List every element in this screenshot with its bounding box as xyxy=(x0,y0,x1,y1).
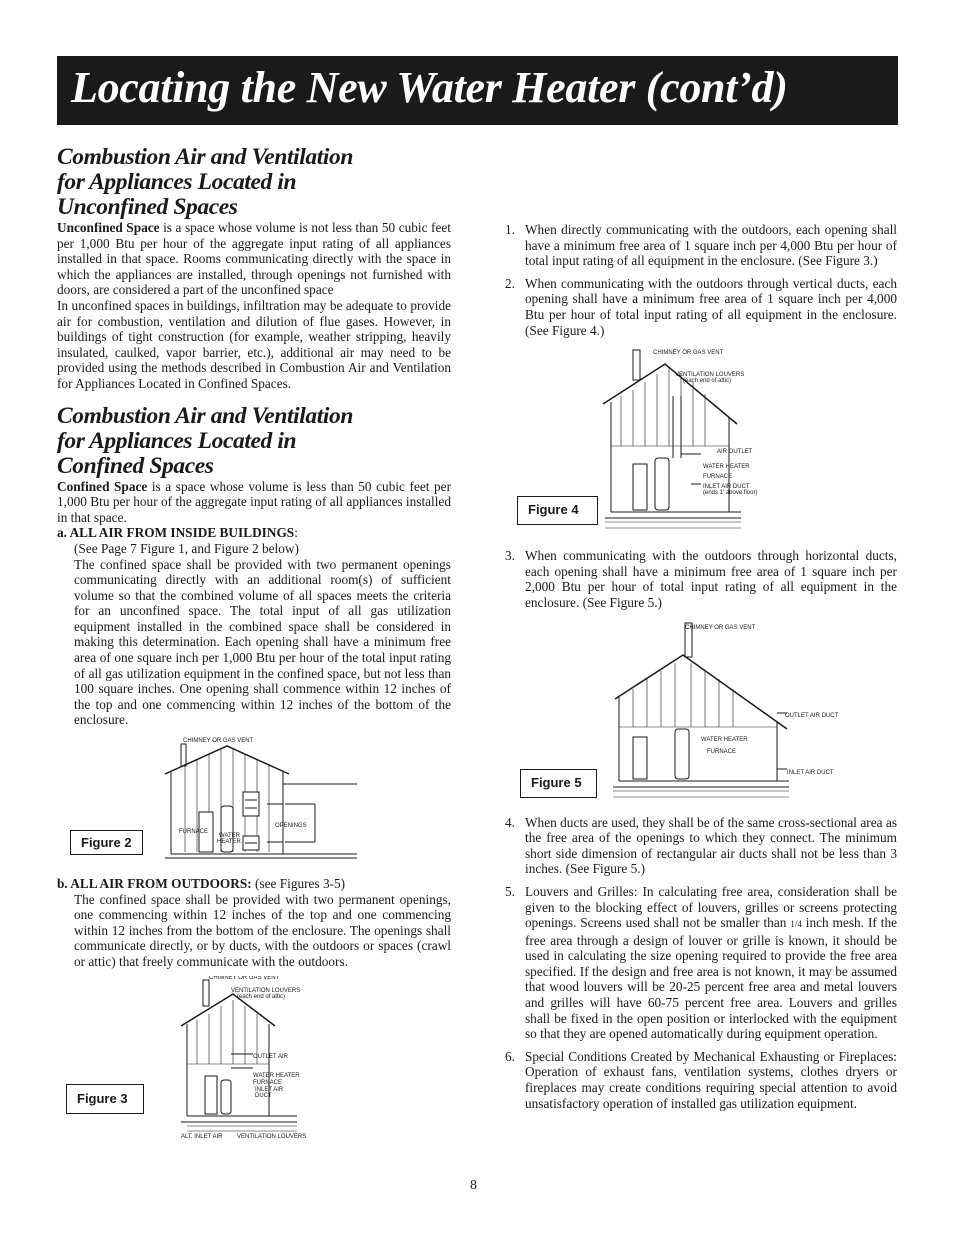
figure-5 xyxy=(505,619,897,809)
list-item-number: 3. xyxy=(505,548,515,564)
figure-4 xyxy=(505,346,897,542)
fig4-inlet-label: INLET AIR DUCT xyxy=(703,484,750,491)
fig3-outlet-label: OUTLET AIR xyxy=(253,1053,288,1060)
item-b-body: The confined space shall be provided with two permanent openings, one commencing within 12 inches of the top and one commencing within 12 inches from the bottom of the enclosure. The openings shall communicate directly, or by ducts, with the outdoors or spaces (crawl or attic) that freely communicate with the outdoors. xyxy=(74,891,451,969)
list-item xyxy=(505,815,897,877)
fig4-louvers-label: VENTILATION LOUVERS xyxy=(675,372,745,379)
list-item-number: 2. xyxy=(505,275,515,291)
unconfined-definition-text: is a space whose volume is not less than 50 cubic feet per 1,000 Btu per hour of the aggregate input rating of all appliances installed in that space. Rooms communicating directly with the space in which the appliances are installed, through openings not furnished with doors, are considered a part of the unconfined space xyxy=(57,220,451,298)
list-item-text: When communicating with the outdoors through vertical ducts, each opening shall have a minimum free area of 1 square inch per 4,000 Btu per hour of total input rating of all equipment in the enclosure. (See Figure 4.) xyxy=(525,275,897,338)
list-item xyxy=(505,222,897,269)
figure-2 xyxy=(57,734,451,874)
fig2-water-label: WATER xyxy=(219,833,240,840)
list-item xyxy=(505,276,897,338)
fig2-furnace-label: FURNACE xyxy=(179,829,209,836)
figure-5-label: Figure 5 xyxy=(520,769,597,798)
fig4-inlet-sub: (ends 1' above floor) xyxy=(703,490,758,497)
unconfined-heading-line-1: Combustion Air and Ventilation xyxy=(57,144,354,170)
unconfined-paragraph-2: In unconfined spaces in buildings, infiltration may be adequate to provide air for combustion, ventilation and dilution of flue gases. However, in buildings of tight construction (for example, weather stripping, heavily insulated, caulked, vapor barrier, etc.), additional air may need to be provided using the methods described in Combustion Air and Ventilation for Appliances Located in Confined Spaces. xyxy=(57,297,451,391)
fig4-chimney-label: CHIMNEY OR GAS VENT xyxy=(653,350,724,357)
fig5-chimney-label: CHIMNEY OR GAS VENT xyxy=(685,624,756,631)
fig5-furnace-label: FURNACE xyxy=(707,748,737,755)
fig3-alt-inlet-label: ALT. INLET AIR xyxy=(181,1133,223,1140)
list-item-text: When directly communicating with the outdoors, each opening shall have a minimum free area of 1 square inch per 4,000 Btu per hour of total input rating of all equipment in the enclosure. (See Figure 3.) xyxy=(525,222,897,269)
fig3-furnace-label: FURNACE xyxy=(253,1079,283,1086)
unconfined-term: Unconfined Space xyxy=(57,220,160,235)
confined-definition xyxy=(57,479,451,526)
item-b-label: b. ALL AIR FROM OUTDOORS: xyxy=(57,876,252,892)
fig2-heater-label: HEATER xyxy=(217,839,241,846)
page-number: 8 xyxy=(470,1178,477,1193)
fig3-chimney-label: CHIMNEY OR GAS VENT xyxy=(209,975,280,981)
list-item xyxy=(505,1049,897,1111)
confined-heading-line-2: for Appliances Located in xyxy=(57,427,297,454)
fig3-duct-label: DUCT xyxy=(255,1092,272,1099)
page-title: Locating the New Water Heater (cont’d) xyxy=(71,63,788,112)
item-a-ref: (See Page 7 Figure 1, and Figure 2 below) xyxy=(74,540,299,556)
list-item-text: When communicating with the outdoors through horizontal ducts, each opening shall have a minimum free area of 1 square inch per 2,000 Btu per hour of total input rating of all equipment in the enclosure. (See Figure 5.) xyxy=(525,548,897,610)
unconfined-heading-line-3: Unconfined Spaces xyxy=(57,194,238,220)
list-item xyxy=(505,884,897,1042)
fig5-water-heater-label: WATER HEATER xyxy=(701,736,748,743)
page-title-banner xyxy=(57,56,898,125)
list-item xyxy=(505,548,897,610)
item-a-label: a. ALL AIR FROM INSIDE BUILDINGS xyxy=(57,525,295,541)
fig5-outlet-label: OUTLET AIR DUCT xyxy=(785,712,839,719)
requirements-list xyxy=(505,222,897,338)
confined-definition-text: is a space whose volume is less than 50 cubic feet per 1,000 Btu per hour of the aggregate input rating of all appliances installed in that space. xyxy=(57,478,451,525)
fig3-vent-louvers-label: VENTILATION LOUVERS xyxy=(237,1133,307,1140)
requirements-list-cont-2 xyxy=(505,815,897,1112)
confined-term: Confined Space xyxy=(57,478,148,494)
item-a-heading xyxy=(57,525,451,541)
list-item-text: Special Conditions Created by Mechanical Exhausting or Fireplaces: Operation of exhaust fans, ventilation systems, clothes dryers or fireplaces may create conditions requiring special attention to avoid unsatisfactory operation of installed gas utilization equipment. xyxy=(525,1048,897,1111)
fig4-water-heater-label: WATER HEATER xyxy=(703,464,750,471)
fig4-outlet-label: AIR OUTLET xyxy=(717,449,753,456)
fig2-openings-label: OPENINGS xyxy=(275,823,307,830)
requirements-list-cont xyxy=(505,548,897,610)
figure-2-label: Figure 2 xyxy=(70,830,143,855)
unconfined-heading-line-2: for Appliances Located in xyxy=(57,169,297,195)
list-item-fraction: 1/4 xyxy=(790,919,802,930)
item-b-ref: (see Figures 3-5) xyxy=(251,876,346,892)
list-item-number: 1. xyxy=(505,222,515,237)
figure-3 xyxy=(57,976,451,1142)
unconfined-heading xyxy=(57,145,451,220)
fig3-louvers-sub: (each end of attic) xyxy=(237,993,286,1000)
fig3-louvers-label: VENTILATION LOUVERS xyxy=(231,987,301,994)
figure-3-drawing xyxy=(57,976,451,1142)
item-b-heading xyxy=(57,876,451,892)
list-item-number: 6. xyxy=(505,1048,515,1064)
list-item-number: 4. xyxy=(505,814,515,830)
list-item-text: Louvers and Grilles: In calculating free area, consideration shall be given to the blocking effect of louvers, grilles or screens protecting openings. Screens used shall not be smaller than xyxy=(525,883,897,931)
fig5-inlet-label: INLET AIR DUCT xyxy=(787,769,834,776)
fig4-furnace-label: FURNACE xyxy=(703,474,733,481)
figure-3-label: Figure 3 xyxy=(66,1084,144,1114)
confined-heading-line-3: Confined Spaces xyxy=(57,452,214,479)
list-item-text-cont: inch mesh. If the free area through a design of louver or grille is known, it should be used in calculating the size opening required to provide the free area specified. If the design and free area is not known, it may be assumed that wood louvers will be 20-25 percent free area and metal louvers and grilles will have 60-75 percent free area. Louvers and grilles shall be fixed in the open position or interlocked with the equipment so that they are opened automatically during equipment operation. xyxy=(525,915,897,1042)
right-column xyxy=(505,222,897,1118)
item-a-colon: : xyxy=(294,525,298,541)
item-a-body: The confined space shall be provided with two permanent openings communicating directly with an additional room(s) of sufficient volume so that the combined volume of all spaces meets the criteria for an unconfined space. The total input of all gas utilization equipment installed in the combined space shall be considered in making this determination. Each opening shall have a minimum free area of one square inch per 1,000 Btu per hour of the total input rating of all gas utilization equipment in the confined space, but not less than 100 square inches. One opening shall commence within 12 inches of the top and one commencing within 12 inches of the bottom of the enclosure. xyxy=(74,556,451,728)
figure-4-label: Figure 4 xyxy=(517,496,598,525)
list-item-number: 5. xyxy=(505,883,515,899)
fig3-inlet-label: INLET AIR xyxy=(255,1086,284,1093)
fig3-water-heater-label: WATER HEATER xyxy=(253,1072,300,1079)
fig4-louvers-sub: (each end of attic) xyxy=(683,378,732,385)
unconfined-definition xyxy=(57,220,451,298)
list-item-text: When ducts are used, they shall be of the same cross-sectional area as the free area of the openings to which they connect. The minimum short side dimension of rectangular air ducts shall not be less than 3 inches. (See Figure 5.) xyxy=(525,814,897,877)
confined-heading-line-1: Combustion Air and Ventilation xyxy=(57,402,354,429)
left-column xyxy=(57,145,451,1142)
confined-heading xyxy=(57,404,451,479)
fig2-chimney-label: CHIMNEY OR GAS VENT xyxy=(183,738,254,745)
